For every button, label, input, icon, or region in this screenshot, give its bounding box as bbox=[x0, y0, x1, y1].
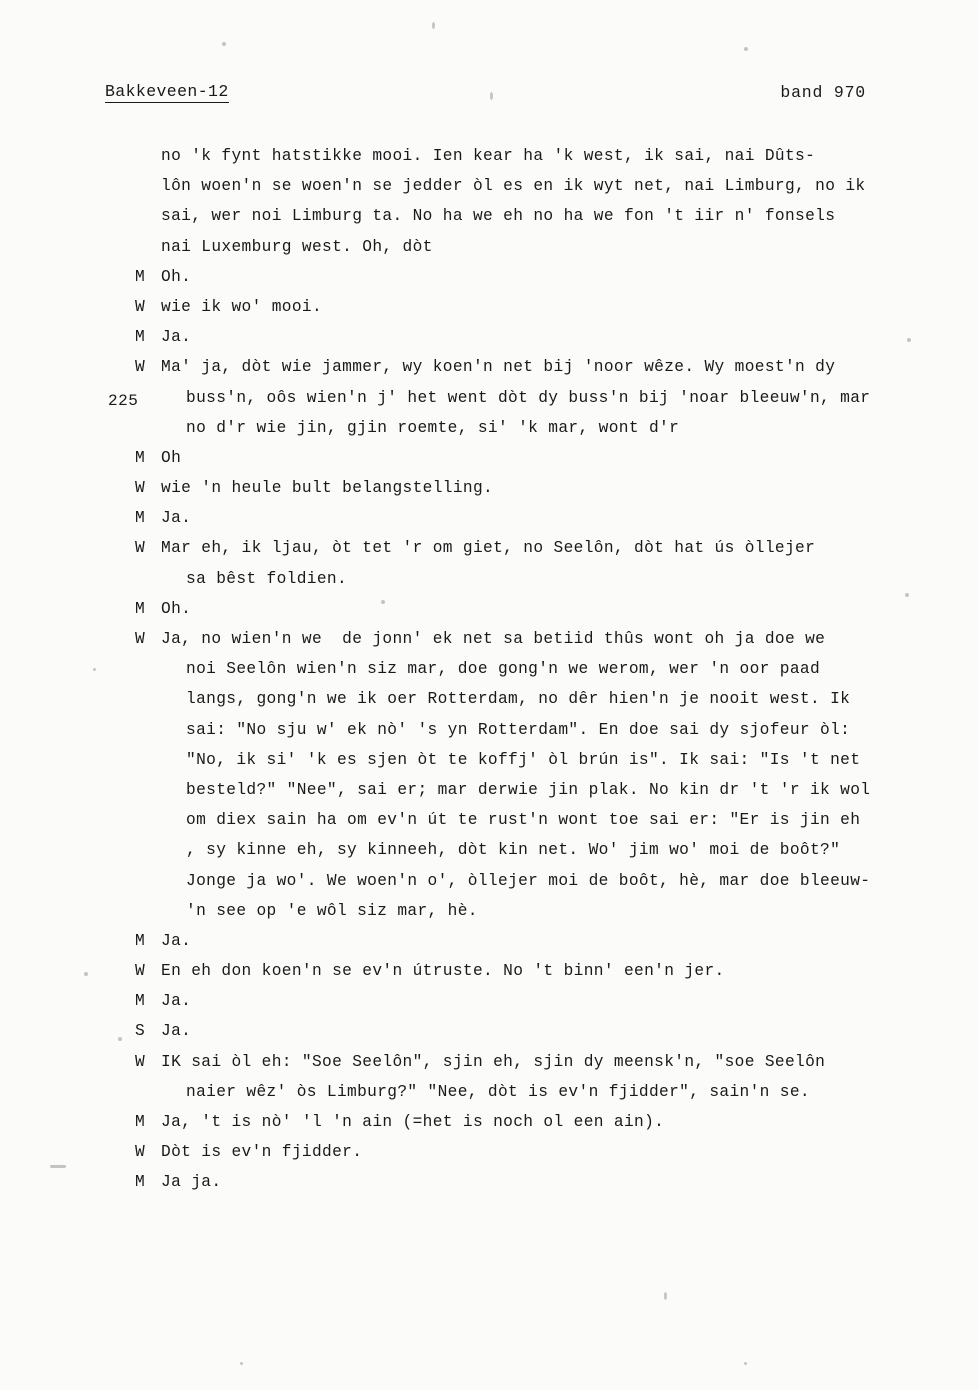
transcript-line bbox=[160, 866, 960, 896]
transcript-line bbox=[135, 594, 960, 624]
transcript-text: lôn woen'n se woen'n se jedder òl es en ik wyt net, nai Limburg, no ik bbox=[161, 177, 866, 196]
speaker-label: M bbox=[135, 599, 146, 618]
scan-speck bbox=[222, 42, 226, 46]
speaker-label: W bbox=[135, 539, 146, 558]
transcript-text: sai, wer noi Limburg ta. No ha we eh no ha we fon 't iir n' fonsels bbox=[161, 207, 836, 226]
speaker-label: W bbox=[135, 297, 146, 316]
speaker-label: W bbox=[135, 962, 146, 981]
transcript-line bbox=[135, 926, 960, 956]
transcript-line bbox=[160, 896, 960, 926]
transcript-text: IK sai òl eh: "Soe Seelôn", sjin eh, sjin dy meensk'n, "soe Seelôn bbox=[161, 1052, 826, 1071]
transcript-text: Oh. bbox=[161, 599, 192, 618]
transcript-text: Ja, no wien'n we de jonn' ek net sa betiid thûs wont oh ja doe we bbox=[161, 630, 826, 648]
transcript-text: Ja. bbox=[161, 992, 192, 1011]
scan-speck bbox=[432, 22, 435, 29]
speaker-label: M bbox=[135, 1173, 146, 1192]
transcript-text: Dòt is ev'n fjidder. bbox=[161, 1143, 363, 1162]
transcript-text: Oh bbox=[161, 448, 182, 467]
transcript-text: sa bêst foldien. bbox=[186, 569, 348, 588]
transcript-text: Jonge ja wo'. We woen'n o', òllejer moi de boôt, hè, mar doe bleeuw- bbox=[186, 871, 871, 890]
transcript-text: , sy kinne eh, sy kinneeh, dòt kin net. Wo' jim wo' moi de boôt?" bbox=[186, 841, 841, 860]
transcript-text: om diex sain ha om ev'n út te rust'n wont toe sai er: "Er is jin eh bbox=[186, 811, 861, 830]
transcript-text: 'n see op 'e wôl siz mar, hè. bbox=[186, 901, 478, 920]
transcript-line bbox=[135, 1047, 960, 1077]
transcript-line bbox=[135, 262, 960, 292]
speaker-label: M bbox=[135, 992, 146, 1011]
speaker-label: W bbox=[135, 1143, 146, 1162]
scan-speck bbox=[118, 1037, 122, 1041]
transcript-text: langs, gong'n we ik oer Rotterdam, no dêr hien'n je nooit west. Ik bbox=[186, 690, 851, 709]
transcript-line bbox=[160, 805, 960, 835]
transcript-line bbox=[135, 624, 960, 654]
transcript-line bbox=[160, 745, 960, 775]
transcript-text: Ma' ja, dòt wie jammer, wy koen'n net bij 'noor wêze. Wy moest'n dy bbox=[161, 358, 836, 377]
speaker-label: W bbox=[135, 630, 146, 648]
speaker-label: W bbox=[135, 358, 146, 377]
scan-speck bbox=[744, 47, 748, 51]
transcript-text: Ja ja. bbox=[161, 1173, 222, 1192]
scan-speck bbox=[84, 972, 88, 976]
speaker-label: S bbox=[135, 1022, 146, 1041]
transcript-line bbox=[160, 654, 960, 684]
scan-speck bbox=[744, 1362, 747, 1365]
scan-speck bbox=[93, 668, 96, 671]
transcript-text: Oh. bbox=[161, 267, 192, 286]
transcript-text: naier wêz' òs Limburg?" "Nee, dòt is ev'n fjidder", sain'n se. bbox=[186, 1082, 810, 1101]
transcript-line bbox=[160, 715, 960, 745]
transcript-line bbox=[135, 986, 960, 1016]
transcript-line bbox=[135, 503, 960, 533]
transcript-text: En eh don koen'n se ev'n útruste. No 't binn' een'n jer. bbox=[161, 962, 725, 981]
document-identifier: Bakkeveen-12 bbox=[105, 82, 229, 101]
speaker-label: M bbox=[135, 1113, 146, 1131]
transcript-line bbox=[160, 775, 960, 805]
speaker-label: M bbox=[135, 267, 146, 286]
margin-line-number: 225 bbox=[108, 392, 139, 410]
transcript-line bbox=[160, 383, 960, 413]
scan-speck bbox=[664, 1292, 667, 1300]
transcript-text: wie 'n heule bult belangstelling. bbox=[161, 479, 494, 498]
transcript-text: no d'r wie jin, gjin roemte, si' 'k mar, wont d'r bbox=[186, 418, 680, 437]
transcript-text: Ja. bbox=[161, 328, 192, 347]
transcript-text: buss'n, oôs wien'n j' het went dòt dy buss'n bij 'noar bleeuw'n, mar bbox=[186, 388, 871, 407]
transcript-line bbox=[135, 473, 960, 503]
speaker-label: W bbox=[135, 1052, 146, 1071]
speaker-label: M bbox=[135, 448, 146, 467]
transcript-line bbox=[135, 292, 960, 322]
transcript-line bbox=[160, 1077, 960, 1107]
transcript-text: wie ik wo' mooi. bbox=[161, 297, 323, 316]
transcript-text: Ja. bbox=[161, 509, 192, 528]
transcript-line bbox=[160, 171, 960, 201]
transcript-line bbox=[160, 684, 960, 714]
speaker-label: M bbox=[135, 328, 146, 347]
transcript-text: "No, ik si' 'k es sjen òt te koffj' òl brún is". Ik sai: "Is 't net bbox=[186, 750, 861, 769]
transcript-line bbox=[160, 835, 960, 865]
transcript-line bbox=[160, 201, 960, 231]
transcript-text: sai: "No sju w' ek nò' 's yn Rotterdam". En doe sai dy sjofeur òl: bbox=[186, 720, 851, 739]
transcript-text: Ja, 't is nò' 'l 'n ain (=het is noch ol een ain). bbox=[161, 1113, 665, 1131]
transcript-line bbox=[135, 956, 960, 986]
transcript-text: besteld?" "Nee", sai er; mar derwie jin plak. No kin dr 't 'r ik wol bbox=[186, 780, 871, 799]
transcript-line bbox=[135, 533, 960, 563]
transcript-line bbox=[135, 322, 960, 352]
scan-speck bbox=[50, 1165, 66, 1168]
page-header bbox=[0, 82, 979, 112]
transcript-line bbox=[135, 1016, 960, 1046]
transcript-line bbox=[135, 443, 960, 473]
transcript-line bbox=[135, 1137, 960, 1167]
transcript-line bbox=[135, 1167, 960, 1197]
tape-band-label: band 970 bbox=[780, 83, 866, 102]
speaker-label: M bbox=[135, 931, 146, 950]
transcript-line bbox=[160, 413, 960, 443]
transcript-line bbox=[135, 352, 960, 382]
transcript-text: no 'k fynt hatstikke mooi. Ien kear ha 'k west, ik sai, nai Dûts- bbox=[161, 147, 816, 165]
transcript-text: Ja. bbox=[161, 931, 192, 950]
transcript-text: noi Seelôn wien'n siz mar, doe gong'n we werom, wer 'n oor paad bbox=[186, 660, 821, 679]
transcript-line bbox=[160, 564, 960, 594]
transcript-line bbox=[160, 141, 960, 171]
transcript-line bbox=[160, 232, 960, 262]
transcript-text: Ja. bbox=[161, 1022, 192, 1041]
transcript-line bbox=[135, 1107, 960, 1137]
speaker-label: W bbox=[135, 479, 146, 498]
transcript-text: Mar eh, ik ljau, òt tet 'r om giet, no Seelôn, dòt hat ús òllejer bbox=[161, 539, 816, 558]
transcript-text: nai Luxemburg west. Oh, dòt bbox=[161, 237, 433, 256]
transcript-body bbox=[135, 141, 960, 1198]
speaker-label: M bbox=[135, 509, 146, 528]
scan-speck bbox=[240, 1362, 243, 1365]
